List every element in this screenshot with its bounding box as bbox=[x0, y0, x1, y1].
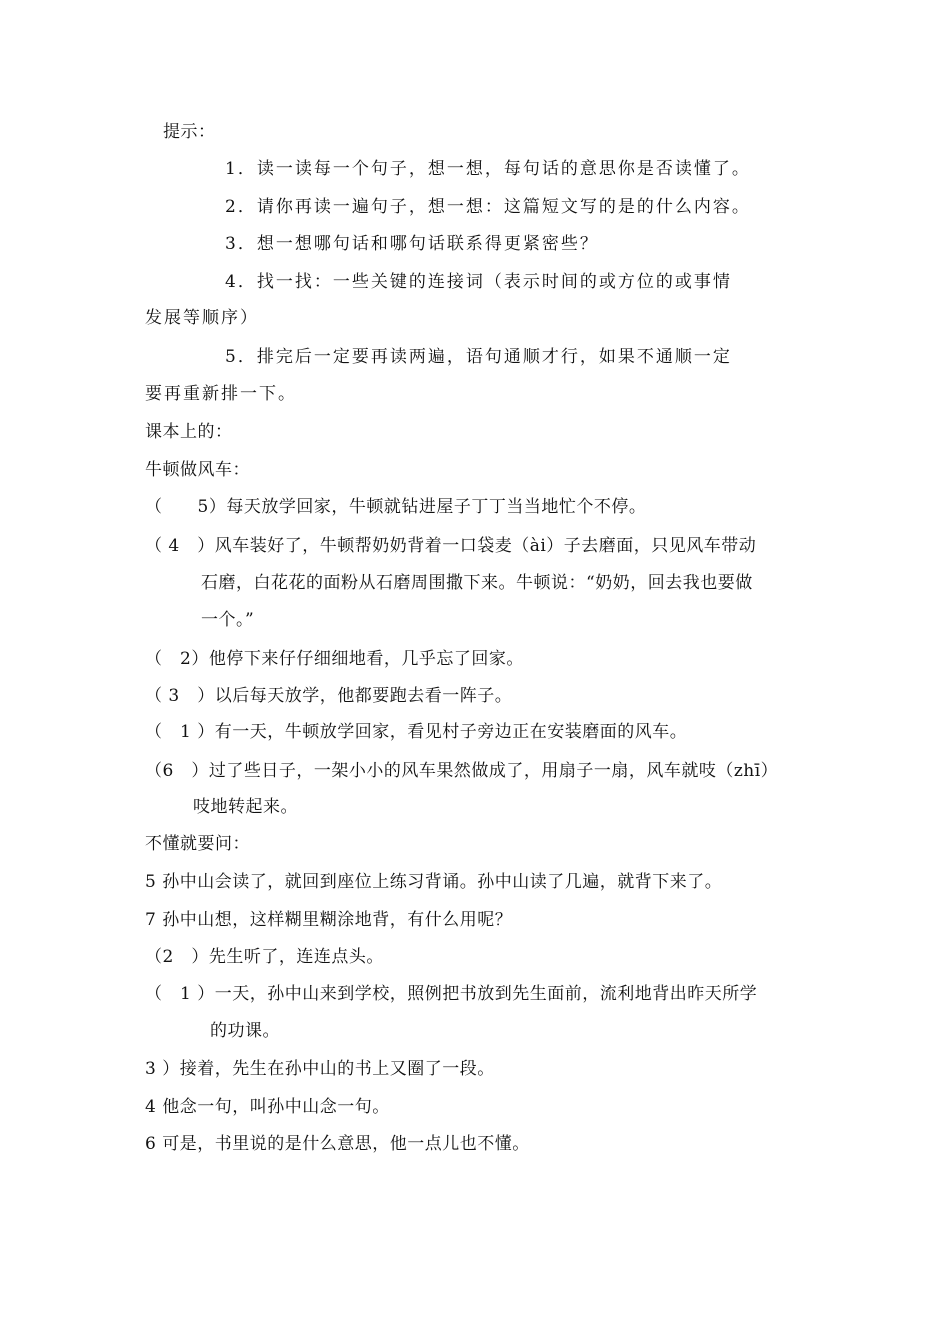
sun-line-4: 4 他念一句，叫孙中山念一句。 bbox=[145, 1097, 390, 1117]
sun-line-7: 7 孙中山想，这样糊里糊涂地背，有什么用呢？ bbox=[145, 910, 513, 930]
newton-sentence-4-line1: （ 4 ）风车装好了，牛顿帮奶奶背着一口袋麦（ài）子去磨面，只见风车带动 bbox=[145, 536, 757, 556]
sun-line-6: 6 可是，书里说的是什么意思，他一点儿也不懂。 bbox=[145, 1134, 530, 1154]
newton-sentence-5: （ 5）每天放学回家，牛顿就钻进屋子丁丁当当地忙个不停。 bbox=[145, 497, 647, 517]
tip-1: 1．读一读每一个句子，想一想，每句话的意思你是否读懂了。 bbox=[225, 159, 751, 179]
tip-2: 2．请你再读一遍句子，想一想：这篇短文写的是的什么内容。 bbox=[225, 197, 751, 217]
newton-sentence-6-line2: 吱地转起来。 bbox=[193, 797, 298, 817]
textbook-label: 课本上的： bbox=[145, 422, 233, 442]
newton-sentence-4-line3: 一个。” bbox=[201, 610, 255, 630]
newton-sentence-4-line2: 石磨，白花花的面粉从石磨周围撒下来。牛顿说：“奶奶，回去我也要做 bbox=[201, 573, 753, 593]
tips-heading: 提示： bbox=[163, 122, 216, 142]
sun-line-5: 5 孙中山会读了，就回到座位上练习背诵。孙中山读了几遍，就背下来了。 bbox=[145, 872, 723, 892]
tip-4-line2: 发展等顺序） bbox=[145, 308, 259, 328]
sun-title: 不懂就要问： bbox=[145, 834, 250, 854]
sun-line-1-line2: 的功课。 bbox=[210, 1021, 280, 1041]
sun-line-1-line1: （ 1 ）一天，孙中山来到学校，照例把书放到先生面前，流利地背出昨天所学 bbox=[145, 984, 758, 1004]
tip-4-line1: 4．找一找：一些关键的连接词（表示时间的或方位的或事情 bbox=[225, 272, 732, 292]
newton-title: 牛顿做风车： bbox=[145, 460, 250, 480]
newton-sentence-2: （ 2）他停下来仔仔细细地看，几乎忘了回家。 bbox=[145, 649, 524, 669]
newton-sentence-1: （ 1 ）有一天，牛顿放学回家，看见村子旁边正在安装磨面的风车。 bbox=[145, 722, 688, 742]
sun-line-2: （2 ）先生听了，连连点头。 bbox=[145, 947, 384, 967]
newton-sentence-3: （ 3 ）以后每天放学，他都要跑去看一阵子。 bbox=[145, 686, 513, 706]
tip-3: 3．想一想哪句话和哪句话联系得更紧密些？ bbox=[225, 234, 599, 254]
sun-line-3: 3 ）接着，先生在孙中山的书上又圈了一段。 bbox=[145, 1059, 495, 1079]
tip-5-line2: 要再重新排一下。 bbox=[145, 384, 297, 404]
newton-sentence-6-line1: （6 ）过了些日子，一架小小的风车果然做成了，用扇子一扇，风车就吱（zhī） bbox=[145, 761, 779, 781]
tip-5-line1: 5．排完后一定要再读两遍，语句通顺才行，如果不通顺一定 bbox=[225, 347, 732, 367]
